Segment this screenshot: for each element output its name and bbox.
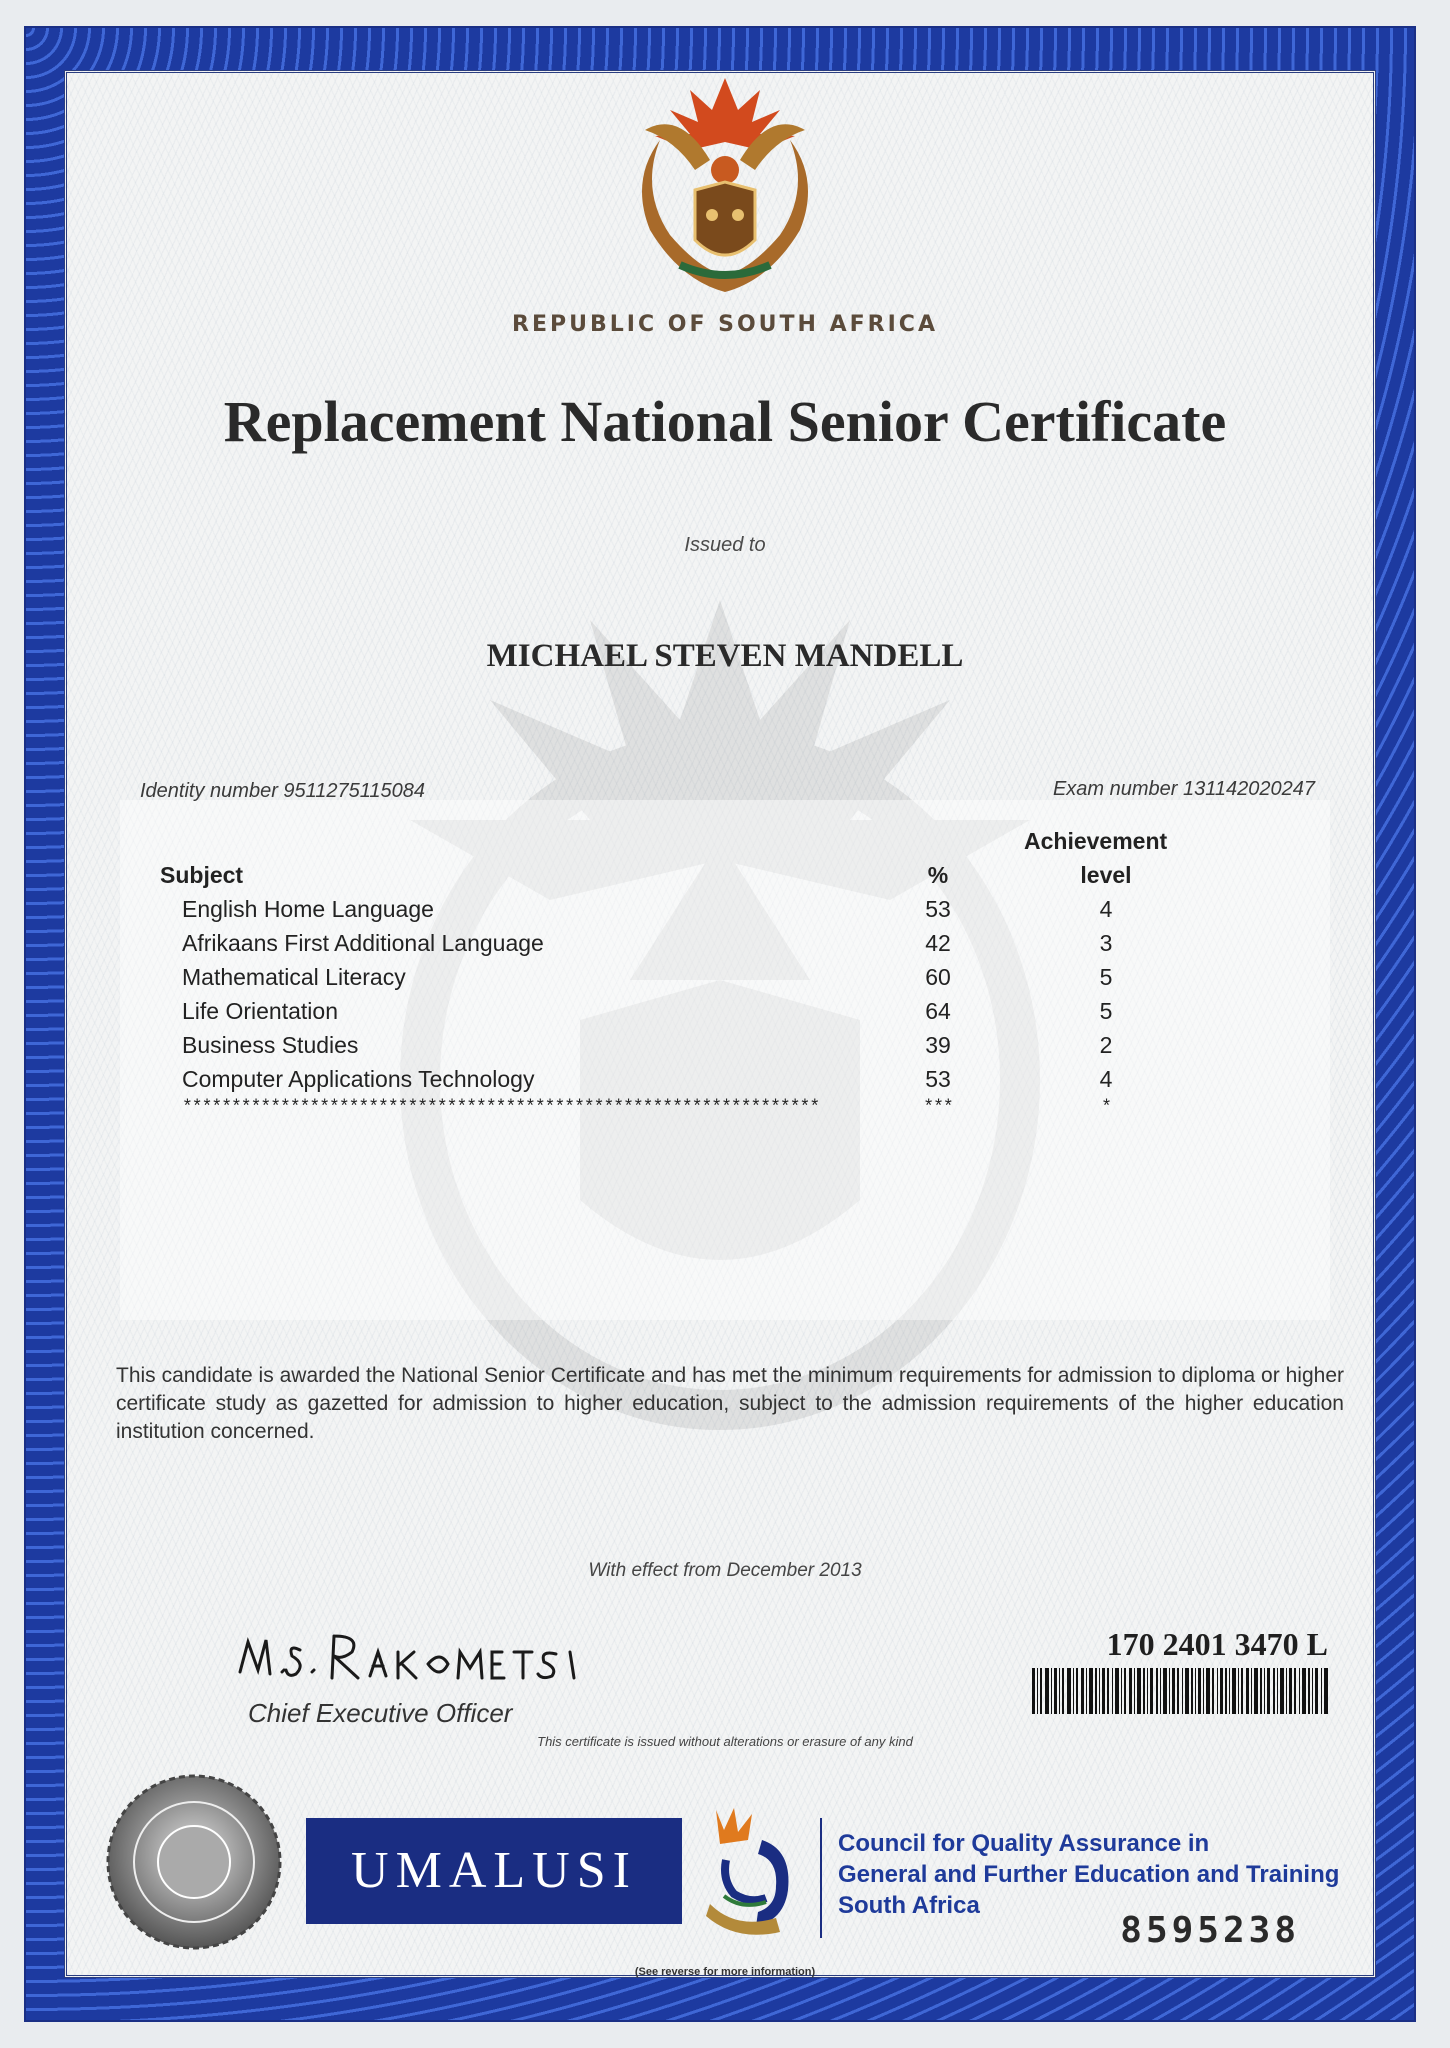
council-line: South Africa: [838, 1892, 980, 1919]
council-line: General and Further Education and Training: [838, 1861, 1340, 1888]
no-alterations-note: This certificate is issued without alterations or erasure of any kind: [537, 1734, 913, 1749]
council-name: [838, 1828, 1339, 1921]
subject-level: 5: [1099, 998, 1113, 1024]
see-reverse-note: (See reverse for more information): [634, 1966, 816, 1978]
subject-level: 2: [1099, 1032, 1113, 1058]
umalusi-wordmark: UMALUSI: [306, 1818, 682, 1924]
end-level-marker: *: [1101, 1098, 1111, 1118]
subject-level: 4: [1099, 1066, 1113, 1092]
footer-divider: [820, 1818, 822, 1938]
subject-level: 4: [1099, 896, 1113, 922]
subject-percent: 60: [925, 964, 951, 990]
award-statement: This candidate is awarded the National Senior Certificate and has met the minimum requirements for admission to diploma or higher certificate study as gazetted for admission to higher education, subject to the admission requirements of the higher education institution concerned.: [116, 1364, 1344, 1443]
subject-name: English Home Language: [182, 896, 434, 922]
candidate-name: MICHAEL STEVEN MANDELL: [486, 638, 964, 674]
subject-header: Subject: [160, 862, 244, 888]
subject-level: 5: [1099, 964, 1113, 990]
coat-of-arms-icon: [620, 70, 830, 300]
subject-name: Mathematical Literacy: [182, 964, 406, 990]
exam-number: Exam number 131142020247: [1052, 778, 1315, 800]
umalusi-logo-icon: [696, 1800, 806, 1940]
subject-percent: 64: [925, 998, 951, 1024]
achievement-header: Achievement: [1024, 828, 1168, 854]
signature-image: [230, 1622, 590, 1692]
results-security-panel: [120, 800, 1330, 1320]
percent-header: %: [927, 862, 949, 888]
hologram-seal-icon: [104, 1772, 284, 1952]
serial-number: 8595238: [1120, 1910, 1300, 1951]
subject-level: 3: [1099, 930, 1113, 956]
certificate-title: Replacement National Senior Certificate: [223, 389, 1227, 454]
level-header: level: [1080, 862, 1132, 888]
signatory-title: Chief Executive Officer: [248, 1698, 513, 1728]
effective-date: With effect from December 2013: [588, 1560, 862, 1581]
subject-name: Business Studies: [182, 1032, 359, 1058]
subject-name: Life Orientation: [182, 998, 338, 1024]
council-line: Council for Quality Assurance in: [838, 1830, 1210, 1857]
certificate-number: 170 2401 3470 L: [1106, 1626, 1328, 1662]
subject-percent: 53: [925, 896, 951, 922]
subject-percent: 53: [925, 1066, 951, 1092]
barcode-icon: [1032, 1668, 1328, 1714]
issued-to-label: Issued to: [684, 534, 766, 556]
subject-name: Computer Applications Technology: [182, 1066, 535, 1092]
subject-percent: 42: [925, 930, 951, 956]
end-of-list-marker: *****************************************************************: [182, 1098, 820, 1118]
subject-name: Afrikaans First Additional Language: [182, 930, 544, 956]
end-percent-marker: ***: [923, 1098, 953, 1118]
identity-number: Identity number 9511275115084: [140, 780, 426, 802]
country-name: REPUBLIC OF SOUTH AFRICA: [512, 312, 938, 337]
subject-percent: 39: [925, 1032, 951, 1058]
